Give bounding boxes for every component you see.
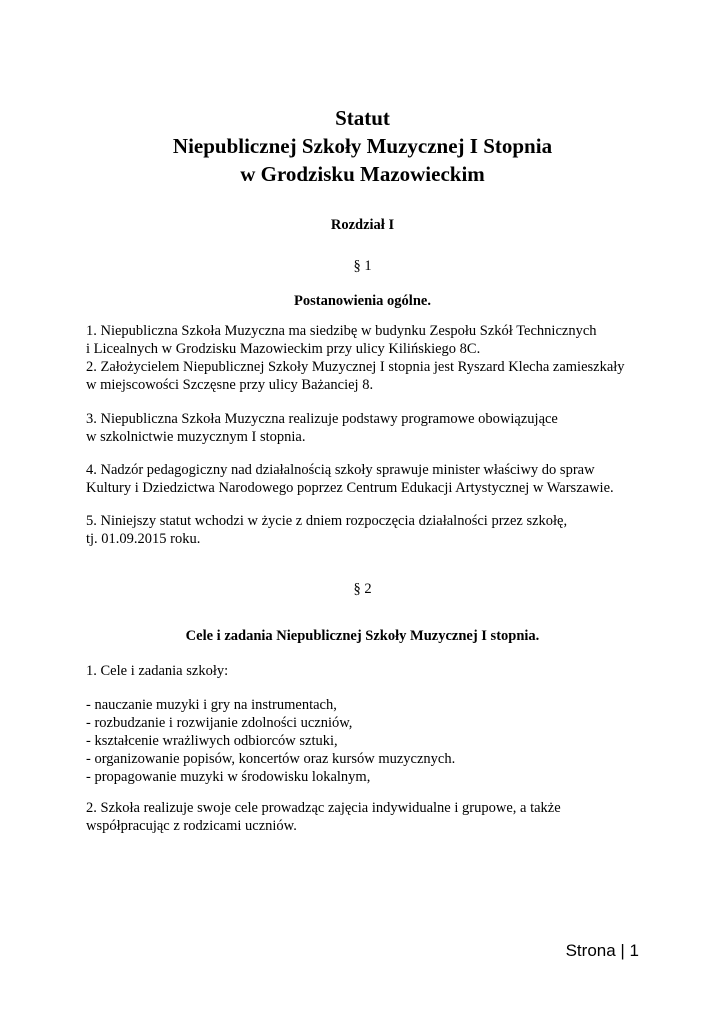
document-title bbox=[0, 104, 725, 188]
text-line: 5. Niniejszy statut wchodzi w życie z dniem rozpoczęcia działalności przez szkołę, bbox=[86, 513, 568, 529]
goals-list bbox=[86, 696, 666, 786]
text-line: 2. Założycielem Niepublicznej Szkoły Muzycznej I stopnia jest Ryszard Klecha zamieszkały bbox=[86, 359, 625, 375]
list-item: - nauczanie muzyki i gry na instrumentach, bbox=[86, 697, 337, 713]
chapter-heading: Rozdział I bbox=[330, 217, 395, 233]
title-line-2: Niepublicznej Szkoły Muzycznej I Stopnia bbox=[172, 134, 553, 158]
section-1-heading: Postanowienia ogólne. bbox=[294, 293, 431, 309]
section-1-mark: § 1 bbox=[353, 258, 372, 274]
title-line-1: Statut bbox=[335, 106, 390, 130]
text-line: i Licealnych w Grodzisku Mazowieckim przy ulicy Kilińskiego 8C. bbox=[86, 341, 481, 357]
section-2-heading: Cele i zadania Niepublicznej Szkoły Muzycznej I stopnia. bbox=[185, 628, 540, 644]
section-2-intro: 1. Cele i zadania szkoły: bbox=[86, 663, 229, 679]
text-line: 3. Niepubliczna Szkoła Muzyczna realizuje podstawy programowe obowiązujące bbox=[86, 411, 558, 427]
text-line: tj. 01.09.2015 roku. bbox=[86, 531, 201, 547]
title-line-3: w Grodzisku Mazowieckim bbox=[240, 162, 485, 186]
text-line: 4. Nadzór pedagogiczny nad działalnością szkoły sprawuje minister właściwy do spraw bbox=[86, 462, 595, 478]
text-line: w miejscowości Szczęsne przy ulicy Bażanciej 8. bbox=[86, 377, 374, 393]
list-item: - kształcenie wrażliwych odbiorców sztuki, bbox=[86, 733, 338, 749]
section-1-paragraph-3 bbox=[86, 410, 666, 446]
text-line: Kultury i Dziedzictwa Narodowego poprzez Centrum Edukacji Artystycznej w Warszawie. bbox=[86, 480, 614, 496]
section-1-paragraph-4 bbox=[86, 461, 666, 497]
list-item: - rozbudzanie i rozwijanie zdolności uczniów, bbox=[86, 715, 353, 731]
section-1-paragraph-5 bbox=[86, 512, 666, 548]
list-item: - organizowanie popisów, koncertów oraz kursów muzycznych. bbox=[86, 751, 456, 767]
text-line: 1. Niepubliczna Szkoła Muzyczna ma siedzibę w budynku Zespołu Szkół Technicznych bbox=[86, 323, 597, 339]
text-line: w szkolnictwie muzycznym I stopnia. bbox=[86, 429, 306, 445]
section-1-paragraph-1-2 bbox=[86, 322, 666, 394]
list-item: - propagowanie muzyki w środowisku lokalnym, bbox=[86, 769, 371, 785]
page-number: Strona | 1 bbox=[565, 941, 639, 960]
text-line: 2. Szkoła realizuje swoje cele prowadząc zajęcia indywidualne i grupowe, a także bbox=[86, 800, 561, 816]
text-line: współpracując z rodzicami uczniów. bbox=[86, 818, 297, 834]
section-2-paragraph-2 bbox=[86, 799, 666, 835]
section-2-mark: § 2 bbox=[353, 581, 372, 597]
